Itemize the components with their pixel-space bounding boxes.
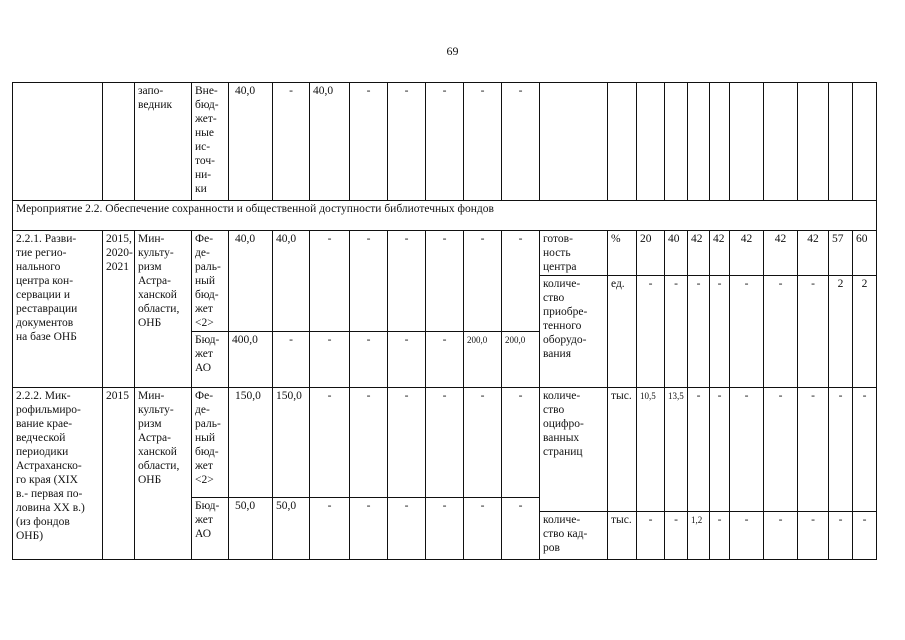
year-2021-cell: -	[502, 231, 540, 332]
year-2020-cell: 200,0	[464, 332, 502, 388]
value-cell: -	[665, 512, 688, 560]
period-cell	[103, 83, 135, 201]
year-2019-cell: -	[426, 388, 464, 498]
table-row	[13, 83, 877, 201]
value-cell	[764, 83, 798, 201]
unit-cell	[608, 83, 637, 201]
source-cell: Бюд- жет АО	[192, 498, 229, 560]
value-cell: 10,5	[637, 388, 665, 512]
table-row	[13, 231, 877, 276]
year-2016-cell: -	[310, 332, 350, 388]
value-cell: 2	[829, 276, 853, 388]
year-2018-cell: -	[388, 388, 426, 498]
value-cell: -	[798, 388, 829, 512]
year-2019-cell: -	[426, 83, 464, 201]
year-2016-cell: 40,0	[310, 83, 350, 201]
source-cell: Вне- бюд- жет- ные ис- точ- ни- ки	[192, 83, 229, 201]
value-cell	[730, 83, 764, 201]
value-cell: -	[730, 512, 764, 560]
year-2017-cell: -	[350, 231, 388, 332]
activity-name: 2.2.1. Разви- тие регио- нального центра кон- сервации и реставрации документов на базе ОНБ	[13, 231, 103, 388]
year-2018-cell: -	[388, 83, 426, 201]
value-cell: -	[665, 276, 688, 388]
value-cell: 20	[637, 231, 665, 276]
year-2019-cell: -	[426, 231, 464, 332]
program-table	[12, 82, 877, 560]
year-2021-cell: 200,0	[502, 332, 540, 388]
indicator-name: количе- ство приобре- тенного оборудо- вания	[540, 276, 608, 388]
value-cell: -	[829, 388, 853, 512]
value-cell: 57	[829, 231, 853, 276]
year-2015-cell: -	[273, 83, 310, 201]
year-2015-cell: 50,0	[273, 498, 310, 560]
total-cell: 40,0	[229, 83, 273, 201]
value-cell: -	[798, 512, 829, 560]
value-cell: 42	[688, 231, 710, 276]
year-2015-cell: -	[273, 332, 310, 388]
year-2020-cell: -	[464, 231, 502, 332]
value-cell: -	[637, 276, 665, 388]
value-cell	[637, 83, 665, 201]
value-cell: 42	[764, 231, 798, 276]
section-title: Мероприятие 2.2. Обеспечение сохранности и общественной доступности библиотечных фондов	[13, 201, 877, 231]
year-2018-cell: -	[388, 231, 426, 332]
value-cell: 42	[730, 231, 764, 276]
value-cell: -	[829, 512, 853, 560]
section-row	[13, 201, 877, 231]
total-cell: 50,0	[229, 498, 273, 560]
year-2020-cell: -	[464, 498, 502, 560]
period-cell: 2015, 2020- 2021	[103, 231, 135, 388]
name-cell	[13, 83, 103, 201]
table-row	[13, 388, 877, 498]
value-cell: 40	[665, 231, 688, 276]
year-2016-cell: -	[310, 388, 350, 498]
year-2021-cell: -	[502, 83, 540, 201]
value-cell: -	[710, 512, 730, 560]
year-2018-cell: -	[388, 332, 426, 388]
value-cell: 42	[798, 231, 829, 276]
value-cell: -	[764, 276, 798, 388]
value-cell: -	[853, 512, 877, 560]
period-cell: 2015	[103, 388, 135, 560]
value-cell: -	[688, 276, 710, 388]
value-cell: 13,5	[665, 388, 688, 512]
year-2021-cell: -	[502, 388, 540, 498]
value-cell: -	[798, 276, 829, 388]
unit-cell: %	[608, 231, 637, 276]
value-cell: -	[710, 388, 730, 512]
year-2016-cell: -	[310, 231, 350, 332]
year-2015-cell: 150,0	[273, 388, 310, 498]
indicator-cell	[540, 83, 608, 201]
year-2016-cell: -	[310, 498, 350, 560]
executor-cell: Мин- культу- ризм Астра- ханской области, ОНБ	[135, 388, 192, 560]
executor-cell: запо- ведник	[135, 83, 192, 201]
value-cell: -	[730, 388, 764, 512]
unit-cell: тыс.	[608, 512, 637, 560]
year-2017-cell: -	[350, 83, 388, 201]
year-2019-cell: -	[426, 498, 464, 560]
value-cell	[665, 83, 688, 201]
activity-name: 2.2.2. Мик- рофильмиро- вание крае- ведческой периодики Астраханско- го края (XIX в.- первая по- ловина XX в.) (из фондов ОНБ)	[13, 388, 103, 560]
page-number: 69	[446, 44, 459, 58]
year-2020-cell: -	[464, 83, 502, 201]
executor-cell: Мин- культу- ризм Астра- ханской области, ОНБ	[135, 231, 192, 388]
value-cell: 1,2	[688, 512, 710, 560]
indicator-name: количе- ство кад- ров	[540, 512, 608, 560]
unit-cell: ед.	[608, 276, 637, 388]
year-2021-cell: -	[502, 498, 540, 560]
source-cell: Бюд- жет АО	[192, 332, 229, 388]
total-cell: 400,0	[229, 332, 273, 388]
value-cell	[710, 83, 730, 201]
year-2015-cell: 40,0	[273, 231, 310, 332]
value-cell	[688, 83, 710, 201]
value-cell: -	[764, 512, 798, 560]
value-cell	[798, 83, 829, 201]
unit-cell: тыс.	[608, 388, 637, 512]
year-2018-cell: -	[388, 498, 426, 560]
year-2020-cell: -	[464, 388, 502, 498]
value-cell: -	[853, 388, 877, 512]
indicator-name: готов- ность центра	[540, 231, 608, 276]
total-cell: 40,0	[229, 231, 273, 332]
year-2017-cell: -	[350, 498, 388, 560]
value-cell: 42	[710, 231, 730, 276]
total-cell: 150,0	[229, 388, 273, 498]
year-2017-cell: -	[350, 332, 388, 388]
value-cell: 60	[853, 231, 877, 276]
value-cell: 2	[853, 276, 877, 388]
value-cell	[853, 83, 877, 201]
value-cell: -	[637, 512, 665, 560]
value-cell	[829, 83, 853, 201]
source-cell: Фе- де- раль- ный бюд- жет <2>	[192, 388, 229, 498]
source-cell: Фе- де- раль- ный бюд- жет <2>	[192, 231, 229, 332]
year-2017-cell: -	[350, 388, 388, 498]
value-cell: -	[688, 388, 710, 512]
value-cell: -	[730, 276, 764, 388]
indicator-name: количе- ство оцифро- ванных страниц	[540, 388, 608, 512]
year-2019-cell: -	[426, 332, 464, 388]
value-cell: -	[764, 388, 798, 512]
value-cell: -	[710, 276, 730, 388]
